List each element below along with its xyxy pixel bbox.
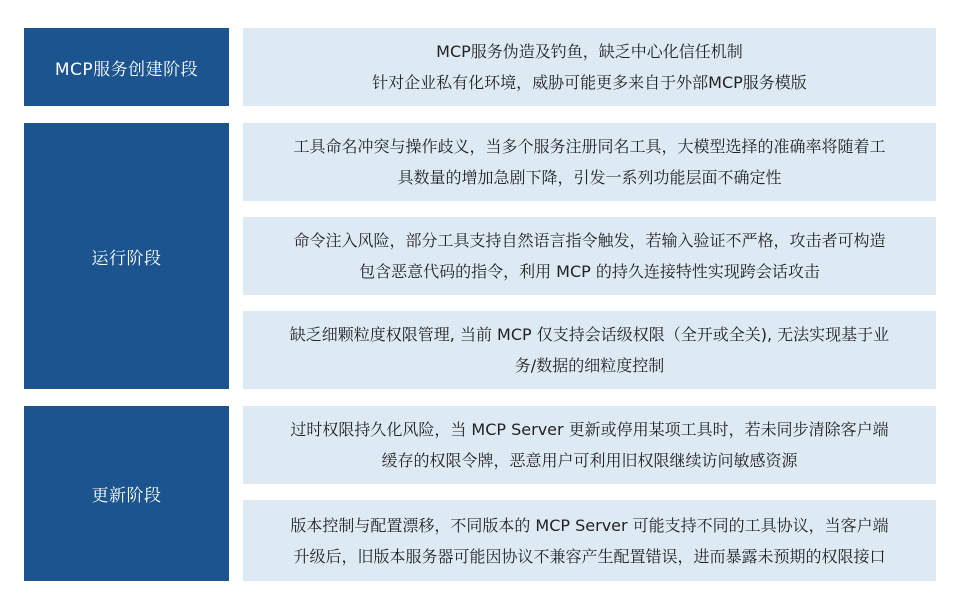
risk-item-stale-permissions — [243, 406, 936, 484]
risk-item-coarse-permissions — [243, 311, 936, 389]
risk-line: 包含恶意代码的指令，利用 MCP 的持久连接特性实现跨会话攻击 — [359, 262, 820, 281]
risk-line: 版本控制与配置漂移，不同版本的 MCP Server 可能支持不同的工具协议，当客户端 — [290, 515, 889, 535]
risk-line: 针对企业私有化环境，威胁可能更多来自于外部MCP服务模版 — [372, 73, 807, 92]
risk-item-command-injection — [243, 217, 936, 295]
phase-label-create: MCP服务创建阶段 — [24, 28, 229, 106]
risk-item-version-drift — [243, 500, 936, 581]
risk-line: 升级后，旧版本服务器可能因协议不兼容产生配置错误，进而暴露未预期的权限接口 — [293, 546, 886, 566]
risk-line: 具数量的增加急剧下降，引发一系列功能层面不确定性 — [397, 168, 782, 187]
risk-line: 务/数据的细粒度控制 — [514, 356, 665, 375]
risk-line: 缓存的权限令牌，恶意用户可利用旧权限继续访问敏感资源 — [381, 451, 798, 470]
risk-item-service-forgery — [243, 28, 936, 106]
risk-line: 过时权限持久化风险，当 MCP Server 更新或停用某项工具时，若未同步清除客户端 — [290, 420, 889, 439]
risk-line: MCP服务伪造及钓鱼，缺乏中心化信任机制 — [436, 42, 743, 61]
risk-item-tool-naming-conflict — [243, 123, 936, 201]
risk-line: 命令注入风险，部分工具支持自然语言指令触发，若输入验证不严格，攻击者可构造 — [293, 231, 886, 250]
phase-label-update: 更新阶段 — [24, 406, 229, 581]
risk-line: 缺乏细颗粒度权限管理, 当前 MCP 仅支持会话级权限（全开或全关), 无法实现基于业 — [289, 325, 890, 344]
risk-line: 工具命名冲突与操作歧义，当多个服务注册同名工具，大模型选择的准确率将随着工 — [293, 137, 886, 156]
phase-label-runtime: 运行阶段 — [24, 123, 229, 389]
